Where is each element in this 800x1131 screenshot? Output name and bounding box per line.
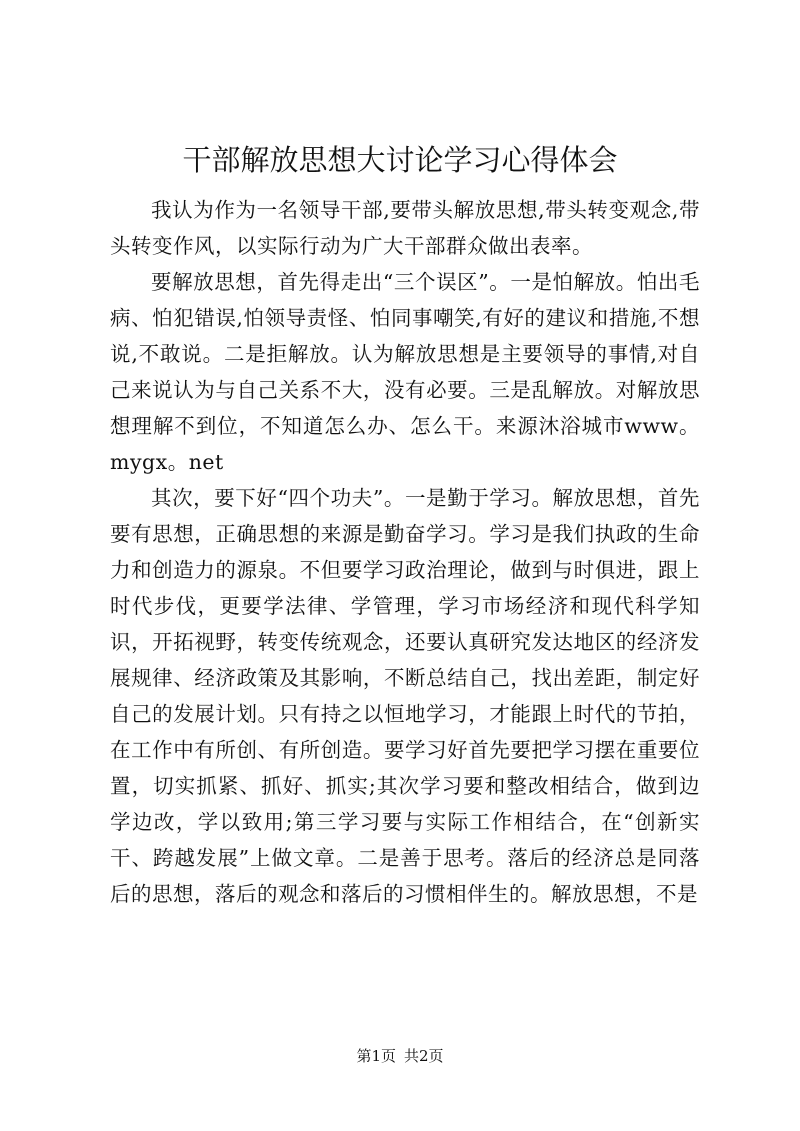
paragraph-three-misconceptions: 要解放思想，首先得走出“三个误区”。一是怕解放。怕出毛病、怕犯错误,怕领导责怪、怕同事嘲笑,有好的建议和措施,不想说,不敢说。二是拒解放。认为解放思想是主要领导的事情,对自己来说认为与自己关系不大，没有必要。三是乱解放。对解放思想理解不到位，不知道怎么办、怎么干。来源沐浴城市www。mygx。net <box>110 270 700 474</box>
page-footer <box>0 1046 800 1066</box>
paragraph-intro: 我认为作为一名领导干部,要带头解放思想,带头转变观念,带头转变作风，以实际行动为广大干部群众做出表率。 <box>110 198 700 258</box>
page-number: 第1页 <box>356 1047 396 1065</box>
paragraph-four-efforts: 其次，要下好“四个功夫”。一是勤于学习。解放思想，首先要有思想，正确思想的来源是勤奋学习。学习是我们执政的生命力和创造力的源泉。不但要学习政治理论，做到与时俱进，跟上时代步伐，更要学法律、学管理，学习市场经济和现代科学知识，开拓视野，转变传统观念，还要认真研究发达地区的经济发展规律、经济政策及其影响，不断总结自己，找出差距，制定好自己的发展计划。只有持之以恒地学习，才能跟上时代的节拍，在工作中有所创、有所创造。要学习好首先要把学习摆在重要位置，切实抓紧、抓好、抓实;其次学习要和整改相结合，做到边学边改，学以致用;第三学习要与实际工作相结合，在“创新实干、跨越发展”上做文章。二是善于思考。落后的经济总是同落后的思想，落后的观念和落后的习惯相伴生的。解放思想，不是 <box>110 486 700 906</box>
page-total: 共2页 <box>404 1047 444 1065</box>
document-title: 干部解放思想大讨论学习心得体会 <box>182 143 618 177</box>
document-body <box>110 192 700 912</box>
